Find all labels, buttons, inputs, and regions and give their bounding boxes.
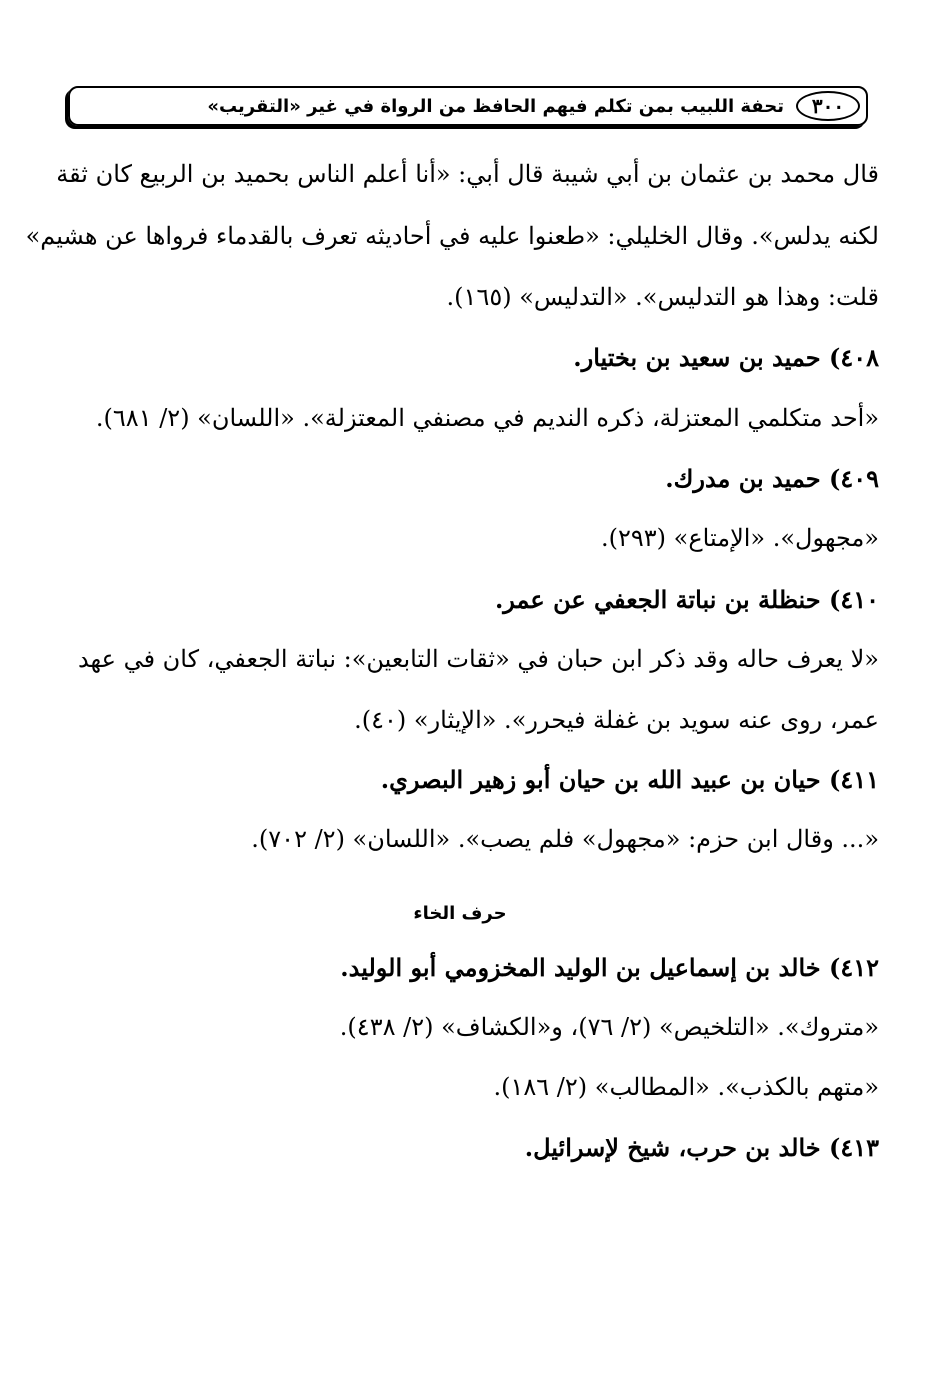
text-line: «لا يعرف حاله وقد ذكر ابن حبان في «ثقات التابعين»: نباتة الجعفي، كان في عهد: [77, 645, 879, 673]
text-line: لكنه يدلس». وقال الخليلي: «طعنوا عليه في أحاديثه تعرف بالقدماء فرواها عن هشيم»: [25, 222, 879, 250]
text-line: «مجهول». «الإمتاع» (٢٩٣).: [601, 524, 879, 552]
entry-heading-409: ٤٠٩) حميد بن مدرك.: [665, 464, 879, 493]
text-line: قلت: وهذا هو التدليس». «التدليس» (١٦٥).: [446, 283, 879, 311]
text-line: قال محمد بن عثمان بن أبي شيبة قال أبي: «أنا أعلم الناس بحميد بن الربيع كان ثقة: [56, 160, 879, 188]
entry-heading-410: ٤١٠) حنظلة بن نباتة الجعفي عن عمر.: [494, 585, 879, 614]
entry-heading-413: ٤١٣) خالد بن حرب، شيخ لإسرائيل.: [524, 1133, 879, 1162]
text-line: عمر، روى عنه سويد بن غفلة فيحرر». «الإيثار» (٤٠).: [354, 706, 879, 734]
text-line: «أحد متكلمي المعتزلة، ذكره النديم في مصنفي المعتزلة». «اللسان» (٢/ ٦٨١).: [95, 404, 879, 432]
page-header: [68, 86, 868, 126]
text-line: «... وقال ابن حزم: «مجهول» فلم يصب». «اللسان» (٢/ ٧٠٢).: [251, 825, 879, 853]
text-line: «متهم بالكذب». «المطالب» (٢/ ١٨٦).: [493, 1073, 879, 1101]
entry-heading-411: ٤١١) حيان بن عبيد الله بن حيان أبو زهير البصري.: [380, 765, 879, 794]
section-heading: حرف الخاء: [413, 903, 507, 924]
running-title: تحفة اللبيب بمن تكلم فيهم الحافظ من الرواة في غير «التقريب»: [207, 95, 784, 117]
entry-heading-412: ٤١٢) خالد بن إسماعيل بن الوليد المخزومي أبو الوليد.: [340, 953, 879, 982]
entry-heading-408: ٤٠٨) حميد بن سعيد بن بختيار.: [573, 343, 879, 372]
page-number: ٣٠٠: [796, 91, 860, 121]
text-line: «متروك». «التلخيص» (٢/ ٧٦)، و«الكشاف» (٢/ ٤٣٨).: [339, 1013, 879, 1041]
